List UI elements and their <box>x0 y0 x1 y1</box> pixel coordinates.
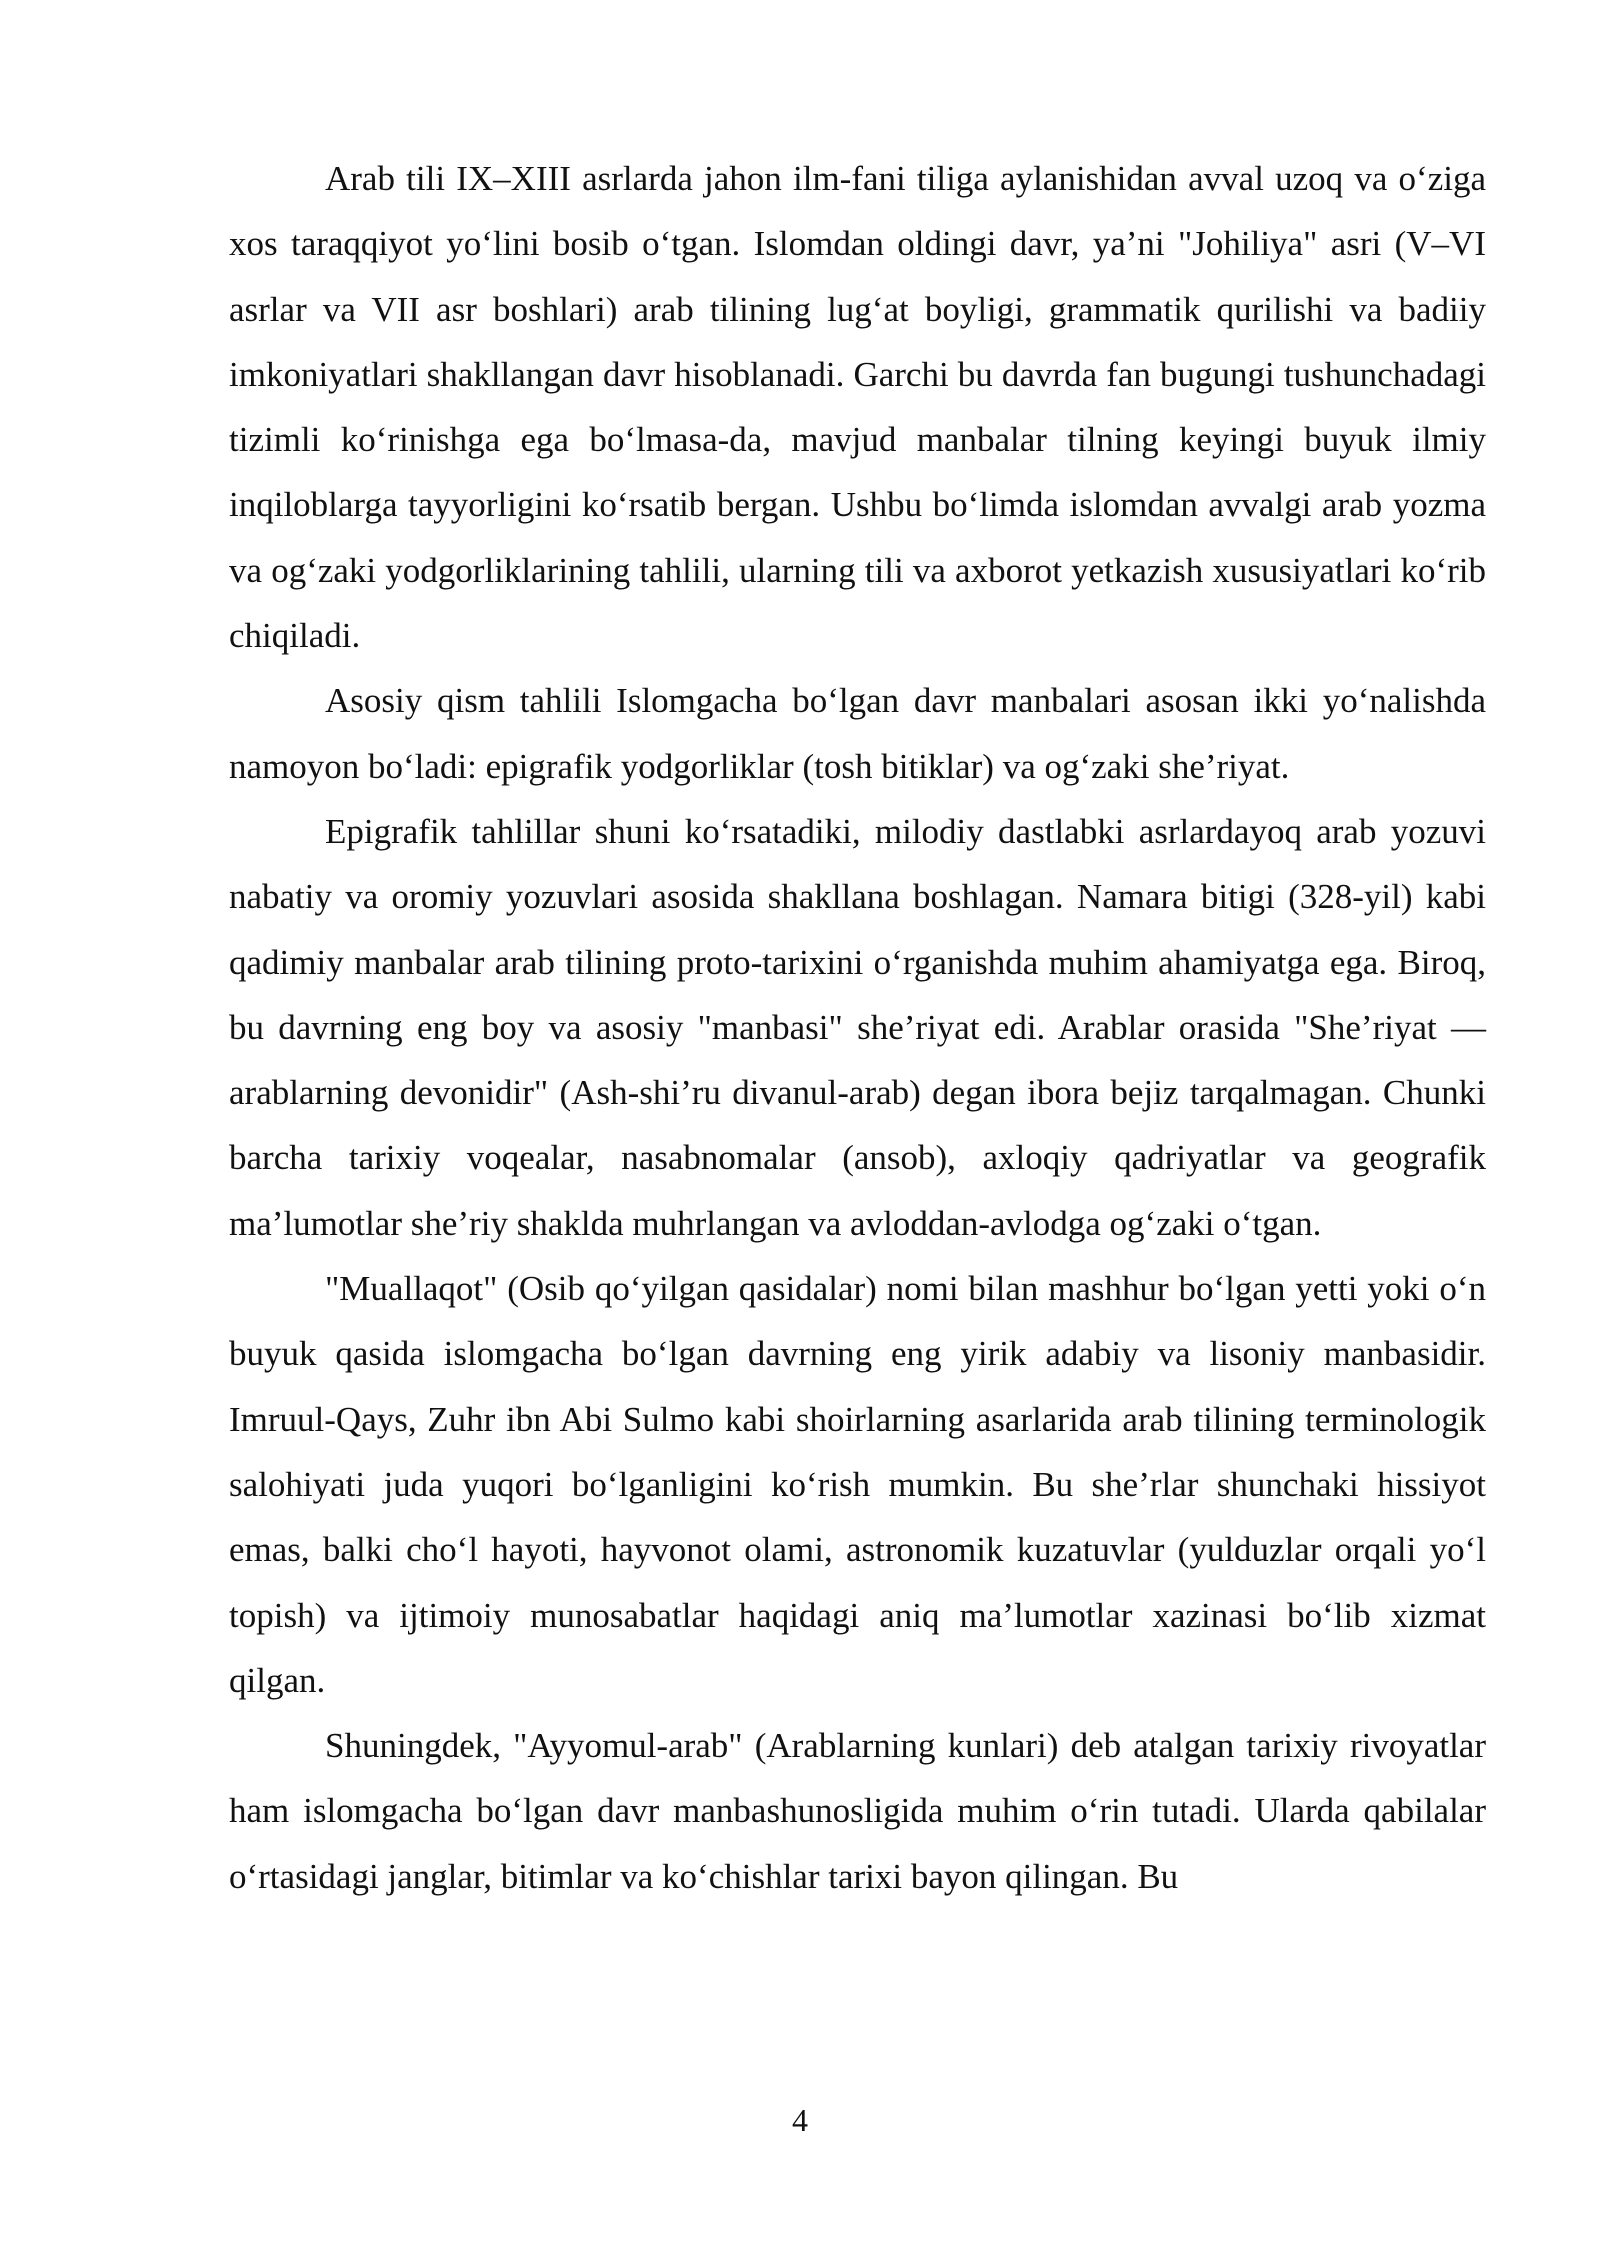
page-number: 4 <box>792 2102 808 2138</box>
paragraph-muallaqot: "Muallaqot" (Osib qo‘yilgan qasidalar) nomi bilan mashhur bo‘lgan yetti yoki o‘n buyuk qasida islomgacha bo‘lgan davrning eng yirik adabiy va lisoniy manbasidir. Imruul-Qays, Zuhr ibn Abi Sulmo kabi shoirlarning asarlarida arab tilining terminologik salohiyati juda yuqori bo‘lganligini ko‘rish mumkin. Bu she’rlar shunchaki hissiyot emas, balki cho‘l hayoti, hayvonot olami, astronomik kuzatuvlar (yulduzlar orqali yo‘l topish) va ijtimoiy munosabatlar haqidagi aniq ma’lumotlar xazinasi bo‘lib xizmat qilgan. <box>229 1269 1486 1700</box>
paragraph-main-analysis: Asosiy qism tahlili Islomgacha bo‘lgan davr manbalari asosan ikki yo‘nalishda namoyon bo‘ladi: epigrafik yodgorliklar (tosh bitiklar) va og‘zaki she’riyat. <box>229 681 1486 786</box>
body-text <box>229 146 1486 1909</box>
paragraph-epigraphic: Epigrafik tahlillar shuni ko‘rsatadiki, milodiy dastlabki asrlardayoq arab yozuvi nabatiy va oromiy yozuvlari asosida shakllana boshlagan. Namara bitigi (328-yil) kabi qadimiy manbalar arab tilining proto-tarixini o‘rganishda muhim ahamiyatga ega. Biroq, bu davrning eng boy va asosiy "manbasi" she’riyat edi. Arablar orasida "She’riyat — arablarning devonidir" (Ash-shi’ru divanul-arab) degan ibora bejiz tarqalmagan. Chunki barcha tarixiy voqealar, nasabnomalar (ansob), axloqiy qadriyatlar va geografik ma’lumotlar she’riy shaklda muhrlangan va avloddan-avlodga og‘zaki o‘tgan. <box>229 811 1486 1243</box>
paragraph-ayyomul-arab: Shuningdek, "Ayyomul-arab" (Arablarning kunlari) deb atalgan tarixiy rivoyatlar ham islomgacha bo‘lgan davr manbashunosligida muhim o‘rin tutadi. Ularda qabilalar o‘rtasidagi janglar, bitimlar va ko‘chishlar tarixi bayon qilingan. Bu <box>229 1726 1486 1896</box>
paragraph-intro: Arab tili IX–XIII asrlarda jahon ilm-fani tiliga aylanishidan avval uzoq va o‘ziga xos taraqqiyot yo‘lini bosib o‘tgan. Islomdan oldingi davr, ya’ni "Johiliya" asri (V–VI asrlar va VII asr boshlari) arab tilining lug‘at boyligi, grammatik qurilishi va badiiy imkoniyatlari shakllangan davr hisoblanadi. Garchi bu davrda fan bugungi tushunchadagi tizimli ko‘rinishga ega bo‘lmasa-da, mavjud manbalar tilning keyingi buyuk ilmiy inqiloblarga tayyorligini ko‘rsatib bergan. Ushbu bo‘limda islomdan avvalgi arab yozma va og‘zaki yodgorliklarining tahlili, ularning tili va axborot yetkazish xususiyatlari ko‘rib chiqiladi. <box>229 159 1486 656</box>
